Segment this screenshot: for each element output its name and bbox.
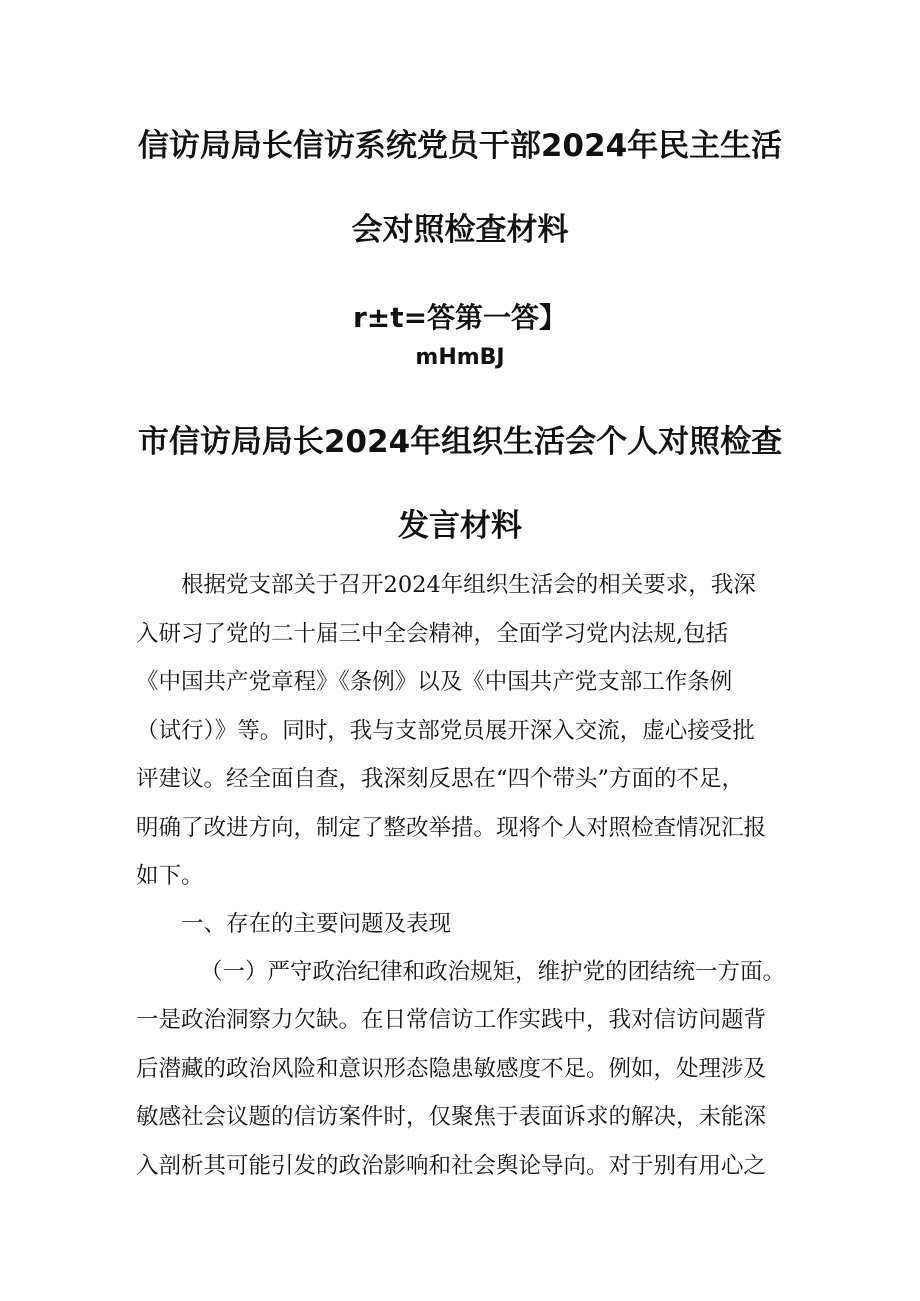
subsection-heading-text: （一）严守政治纪律和政治规矩，维护党的团结统一方面。 — [200, 959, 786, 985]
speech-title-line-2: 发言材料 — [398, 508, 522, 544]
subsection-heading — [136, 948, 796, 998]
document-title-line-2: 会对照检查材料 — [351, 212, 569, 248]
paragraph-line: 后潜藏的政治风险和意识形态隐患敏感度不足。例如，处理涉及 — [136, 1055, 767, 1082]
paragraph-line: 《中国共产党章程》《条例》以及《中国共产党支部工作条例 — [136, 669, 733, 695]
paragraph-line: （试行）》等。同时，我与支部党员展开深入交流，虚心接受批 — [136, 717, 755, 744]
paragraph-line: 明确了改进方向，制定了整改举措。现将个人对照检查情况汇报 — [136, 814, 767, 841]
garbled-heading-line-2: mHmBJ — [415, 345, 505, 370]
section-heading-text: 一、存在的主要问题及表现 — [181, 911, 452, 937]
intro-paragraph — [136, 561, 796, 901]
section-heading — [136, 900, 796, 950]
garbled-heading-line-1: r±t=答第一答】 — [352, 301, 568, 334]
paragraph-line: 入研习了党的二十届三中全会精神，全面学习党内法规,包括 — [136, 620, 729, 647]
paragraph-line: 根据党支部关于召开2024年组织生活会的相关要求，我深 — [181, 572, 756, 598]
paragraph-line: 评建议。经全面自查，我深刻反思在“四个带头”方面的不足， — [136, 766, 745, 792]
document-title-line-1: 信访局局长信访系统党员干部2024年民主生活 — [137, 128, 783, 164]
speech-title-line-1: 市信访局局长2024年组织生活会个人对照检查 — [137, 424, 783, 460]
problem-paragraph — [136, 996, 796, 1196]
paragraph-line: 如下。 — [136, 863, 204, 889]
paragraph-line: 一是政治洞察力欠缺。在日常信访工作实践中，我对信访问题背 — [136, 1007, 767, 1033]
paragraph-line: 入剖析其可能引发的政治影响和社会舆论导向。对于别有用心之 — [136, 1152, 767, 1179]
paragraph-line: 敏感社会议题的信访案件时，仅聚焦于表面诉求的解决，未能深 — [136, 1104, 767, 1130]
